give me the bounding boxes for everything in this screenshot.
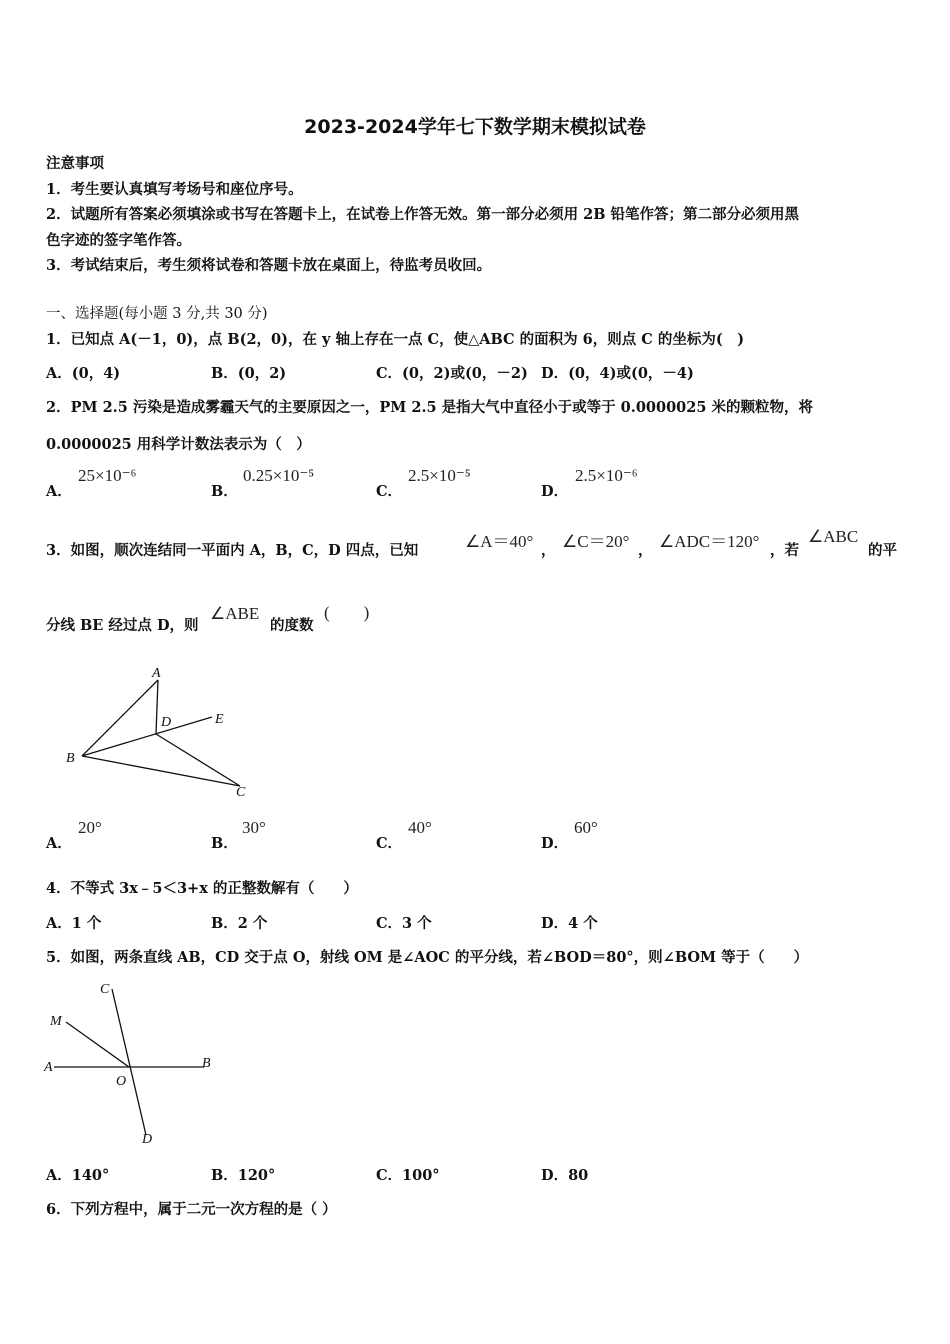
q3-option-a-value: 20° (78, 818, 102, 837)
q1-option-a: A．(0，4) (46, 365, 121, 382)
question-3-prefix: 3．如图，顺次连结同一平面内 A，B，C，D 四点，已知 (46, 542, 419, 559)
q3-tail: 的平 (868, 542, 897, 559)
q2-option-a-label: A． (46, 483, 72, 500)
point-b-label: B (66, 751, 75, 766)
segment-ad (156, 680, 158, 734)
point-a-label: A (152, 666, 161, 681)
question-3-line2-prefix: 分线 BE 经过点 D，则 (46, 617, 199, 634)
question-2-line2: 0.0000025 用科学计数法表示为（ ） (46, 436, 311, 453)
point-d-label: D (142, 1132, 153, 1147)
q3-option-b-value: 30° (242, 818, 266, 837)
page-title: 2023-2024学年七下数学期末模拟试卷 (304, 116, 646, 138)
q3-figure (60, 660, 260, 800)
q2-option-b-value: 0.25×10⁻⁵ (243, 466, 315, 485)
question-1-stem: 1．已知点 A(－1，0)，点 B(2，0)，在 y 轴上存在一点 C，使△ABC 的面积为 6，则点 C 的坐标为( ) (46, 331, 745, 348)
question-2-line1: 2．PM 2.5 污染是造成雾霾天气的主要原因之一，PM 2.5 是指大气中直径小于或等于 0.0000025 米的颗粒物，将 (46, 399, 813, 416)
ray-om (66, 1022, 129, 1067)
q5-figure (40, 975, 230, 1150)
point-m-label: M (50, 1014, 62, 1029)
q3-angle-abc: ∠ABC (808, 527, 859, 546)
q1-option-c: C．(0，2)或(0，－2) (376, 365, 528, 382)
q4-option-a: A．1 个 (46, 915, 102, 932)
q4-option-c: C．3 个 (376, 915, 432, 932)
q1-option-b: B．(0，2) (211, 365, 287, 382)
q4-option-d: D．4 个 (541, 915, 598, 932)
q3-separator: ， (638, 542, 653, 559)
q3-angle-abe: ∠ABE (210, 604, 260, 623)
q2-option-c-label: C． (376, 483, 403, 500)
q1-option-d: D．(0，4)或(0，－4) (541, 365, 694, 382)
line-cd (112, 989, 146, 1135)
q5-option-c: C．100° (376, 1167, 440, 1184)
point-c-label: C (236, 785, 246, 800)
q2-option-d-label: D． (541, 483, 569, 500)
point-d-label: D (161, 715, 172, 730)
point-a-label: A (44, 1060, 53, 1075)
point-b-label: B (202, 1056, 211, 1071)
question-4-stem: 4．不等式 3x﹣5＜3+x 的正整数解有（ ） (46, 880, 358, 897)
notice-item: 2．试题所有答案必须填涂或书写在答题卡上，在试卷上作答无效。第一部分必须用 2B 铅笔作答；第二部分必须用黑 (46, 206, 800, 223)
q5-option-d: D．80 (541, 1167, 589, 1184)
q2-option-d-value: 2.5×10⁻⁶ (575, 466, 638, 485)
q3-separator: ， (541, 542, 556, 559)
q3-option-d-label: D． (541, 835, 569, 852)
q3-if: ，若 (770, 542, 799, 559)
section-heading: 一、选择题(每小题 3 分,共 30 分) (46, 306, 268, 322)
question-5-stem: 5．如图，两条直线 AB，CD 交于点 O，射线 OM 是∠AOC 的平分线，若∠BOD＝80°，则∠BOM 等于（ ） (46, 949, 809, 966)
point-c-label: C (100, 982, 110, 997)
q4-option-b: B．2 个 (211, 915, 268, 932)
notice-item: 1．考生要认真填写考场号和座位序号。 (46, 181, 303, 198)
q3-answer-paren: ( ) (324, 603, 370, 622)
q3-option-a-label: A． (46, 835, 72, 852)
q3-option-b-label: B． (211, 835, 238, 852)
question-6-stem: 6．下列方程中，属于二元一次方程的是（ ） (46, 1201, 337, 1218)
q5-option-a: A．140° (46, 1167, 110, 1184)
notice-heading: 注意事项 (46, 155, 104, 172)
q3-angle-c: ∠C＝20° (562, 532, 630, 551)
question-3-line2-suffix: 的度数 (270, 617, 314, 634)
q3-angle-a: ∠A＝40° (465, 532, 534, 551)
q3-option-c-label: C． (376, 835, 403, 852)
q2-option-c-value: 2.5×10⁻⁵ (408, 466, 471, 485)
q3-option-d-value: 60° (574, 818, 598, 837)
q5-option-b: B．120° (211, 1167, 276, 1184)
point-o-label: O (116, 1074, 127, 1089)
point-e-label: E (215, 712, 224, 727)
q3-option-c-value: 40° (408, 818, 432, 837)
q2-option-b-label: B． (211, 483, 238, 500)
notice-item: 色字迹的签字笔作答。 (46, 232, 191, 249)
notice-item: 3．考试结束后，考生须将试卷和答题卡放在桌面上，待监考员收回。 (46, 257, 492, 274)
q2-option-a-value: 25×10⁻⁶ (78, 466, 137, 485)
q3-angle-adc: ∠ADC＝120° (659, 532, 760, 551)
